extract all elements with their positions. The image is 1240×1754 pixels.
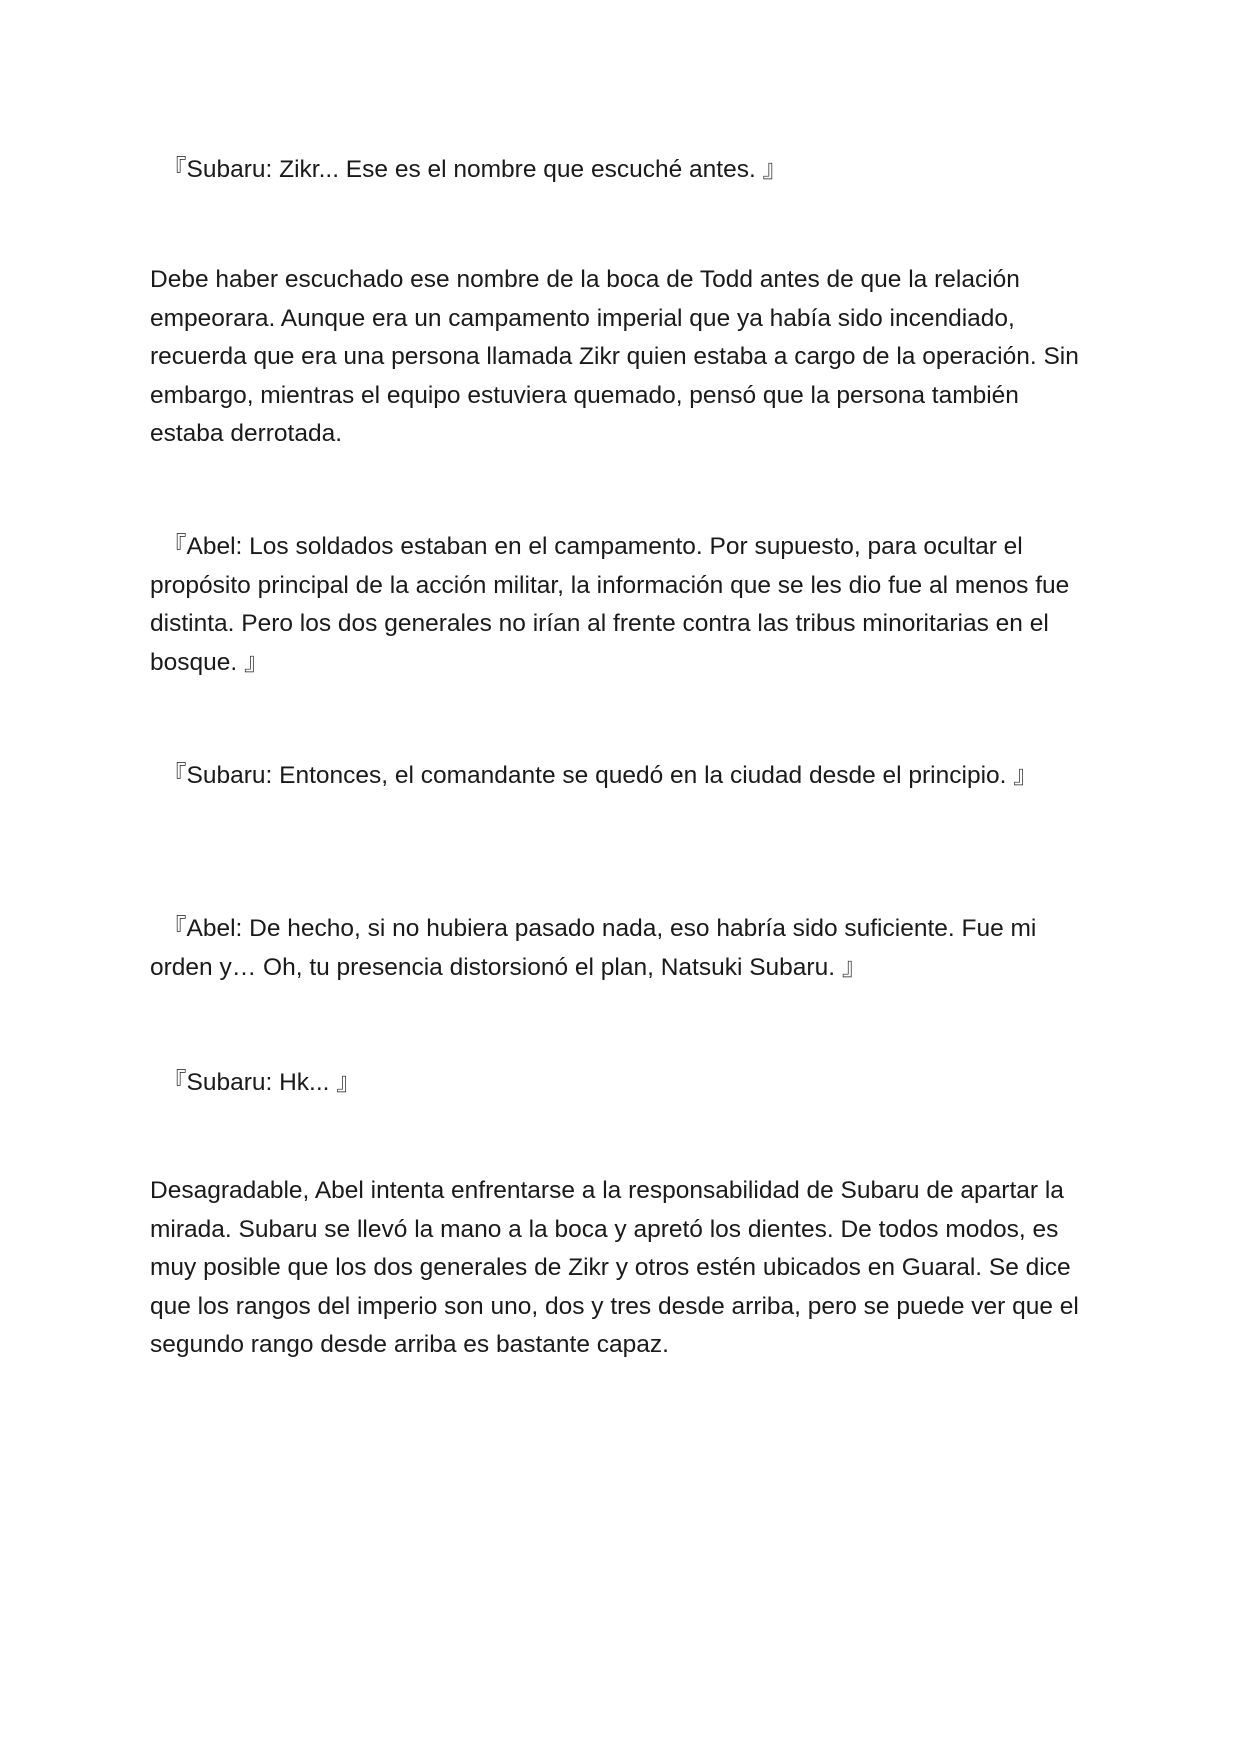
- dialogue-subaru-commander: 『Subaru: Entonces, el comandante se quedó en la ciudad desde el principio. 』: [162, 762, 1038, 789]
- dialogue-subaru-zikr: 『Subaru: Zikr... Ese es el nombre que escuché antes. 』: [162, 156, 788, 183]
- narration-paragraph-1: Debe haber escuchado ese nombre de la boca de Todd antes de que la relación empeorara. Aunque era un campamento imperial que ya había sido incendiado, recuerda que era una persona llamada Zikr quien estaba a cargo de la operación. Sin embargo, mientras el equipo estuviera quemado, pensó que la persona también estaba derrotada.: [150, 266, 1079, 447]
- dialogue-abel-soldiers: 『Abel: Los soldados estaban en el campamento. Por supuesto, para ocultar el propósito principal de la acción militar, la información que se les dio fue al menos fue distinta. Pero los dos generales no irían al frente contra las tribus minoritarias en el bosque. 』: [150, 533, 1070, 676]
- narration-paragraph-2: Desagradable, Abel intenta enfrentarse a la responsabilidad de Subaru de apartar la mirada. Subaru se llevó la mano a la boca y apretó los dientes. De todos modos, es muy posible que los dos generales de Zikr y otros estén ubicados en Guaral. Se dice que los rangos del imperio son uno, dos y tres desde arriba, pero se puede ver que el segundo rango desde arriba es bastante capaz.: [150, 1177, 1079, 1358]
- dialogue-abel-order: 『Abel: De hecho, si no hubiera pasado nada, eso habría sido suficiente. Fue mi orden y… Oh, tu presencia distorsionó el plan, Natsuki Subaru. 』: [150, 915, 1037, 981]
- dialogue-subaru-hk: 『Subaru: Hk... 』: [162, 1069, 361, 1096]
